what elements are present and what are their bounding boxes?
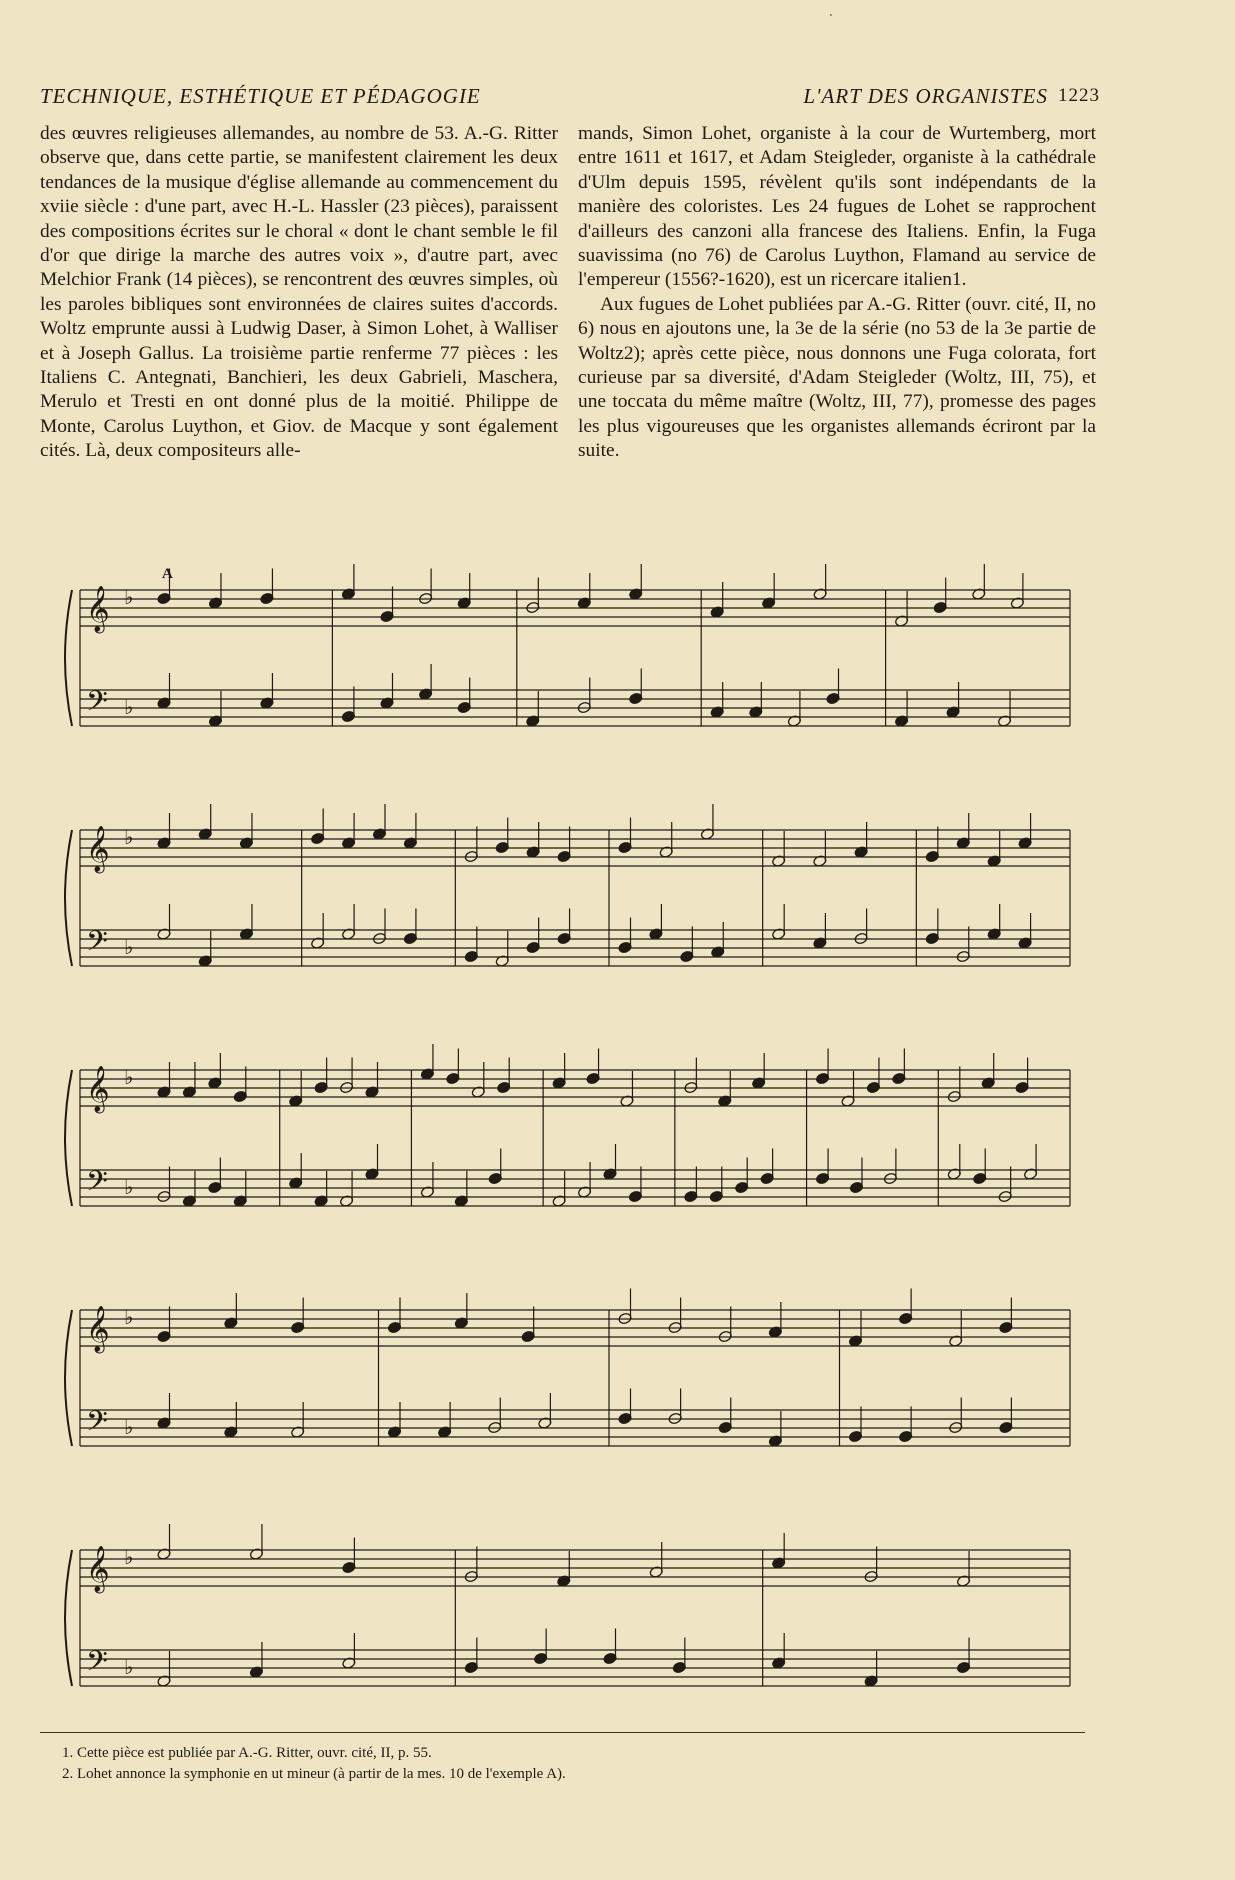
svg-text:𝄞: 𝄞 [86, 586, 110, 632]
svg-text:♭: ♭ [124, 587, 134, 609]
paragraph: Aux fugues de Lohet publiées par A.-G. Ritter (ouvr. cité, II, no 6) nous en ajoutons une, la 3e de la série (no 53 de la 3e partie de Woltz2); après cette pièce, nous donnons une Fuga colorata, fort curieuse par sa diversité, d'Adam Steigleder (Woltz, III, 75), et une toccata du même maître (Woltz, III, 77), promesse des pages les plus vigoureuses que les organistes allemands écriront par la suite. [578, 293, 1096, 462]
music-system [65, 1289, 1070, 1448]
example-label: A [162, 566, 173, 582]
print-speck [830, 14, 832, 16]
left-column [40, 122, 558, 464]
svg-text:♭: ♭ [124, 697, 134, 719]
svg-text:♭: ♭ [124, 1657, 134, 1679]
svg-text:𝄢: 𝄢 [86, 1405, 108, 1445]
paragraph: mands, Simon Lohet, organiste à la cour de Wurtemberg, mort entre 1611 et 1617, et Adam Steigleder, organiste à la cathédrale d'Ulm depuis 1595, révèlent qu'ils sont indépendants de la manière des coloristes. Les 24 fugues de Lohet se rapprochent d'ailleurs des canzoni alla francese des Italiens. Enfin, la Fuga suavissima (no 76) de Carolus Luython, Flamand au service de l'empereur (1556?-1620), est un ricercare italien1. [578, 123, 1096, 291]
svg-text:𝄢: 𝄢 [86, 1165, 108, 1205]
svg-text:♭: ♭ [124, 1547, 134, 1569]
svg-text:𝄞: 𝄞 [86, 1066, 110, 1112]
running-header [40, 84, 1100, 112]
music-example [60, 560, 1075, 1730]
music-system [65, 564, 1070, 727]
footnotes [40, 1732, 1085, 1785]
svg-text:𝄞: 𝄞 [86, 1546, 110, 1592]
music-system [65, 804, 1070, 967]
music-system [65, 1044, 1070, 1207]
svg-text:♭: ♭ [124, 1307, 134, 1329]
svg-text:𝄢: 𝄢 [86, 1645, 108, 1685]
right-column [578, 122, 1096, 464]
music-system [65, 1524, 1070, 1687]
header-left-title: TECHNIQUE, ESTHÉTIQUE ET PÉDAGOGIE [40, 84, 481, 108]
footnote-1: 1. Cette pièce est publiée par A.-G. Ritter, ouvr. cité, II, p. 55. [62, 1745, 432, 1761]
footnote-2: 2. Lohet annonce la symphonie en ut mineur (à partir de la mes. 10 de l'exemple A). [62, 1766, 566, 1782]
svg-text:♭: ♭ [124, 1177, 134, 1199]
page-number: 1223 [1058, 85, 1100, 106]
svg-text:𝄢: 𝄢 [86, 685, 108, 725]
svg-text:♭: ♭ [124, 937, 134, 959]
svg-text:𝄞: 𝄞 [86, 826, 110, 872]
svg-text:♭: ♭ [124, 1067, 134, 1089]
svg-text:♭: ♭ [124, 827, 134, 849]
svg-text:𝄞: 𝄞 [86, 1306, 110, 1352]
svg-text:𝄢: 𝄢 [86, 925, 108, 965]
music-systems [65, 564, 1070, 1687]
paragraph: des œuvres religieuses allemandes, au nombre de 53. A.-G. Ritter observe que, dans cette partie, se manifestent clairement les deux tendances de la musique d'église allemande au commencement du xviie siècle : d'une part, avec H.-L. Hassler (23 pièces), paraissent des compositions écrites sur le choral « dont le chant semble le fil d'or que dirige la marche des autres voix », d'autre part, avec Melchior Frank (14 pièces), se rencontrent des œuvres simples, où les paroles bibliques sont environnées de claires suites d'accords. Woltz emprunte aussi à Ludwig Daser, à Simon Lohet, à Walliser et à Joseph Gallus. La troisième partie renferme 77 pièces : les Italiens C. Antegnati, Banchieri, les deux Gabrieli, Maschera, Merulo et Tresti en ont donné plus de la moitié. Philippe de Monte, Carolus Luython, et Giov. de Macque y sont également cités. Là, deux compositeurs alle- [40, 123, 558, 462]
svg-text:♭: ♭ [124, 1417, 134, 1439]
header-right-title: L'ART DES ORGANISTES [803, 84, 1048, 108]
